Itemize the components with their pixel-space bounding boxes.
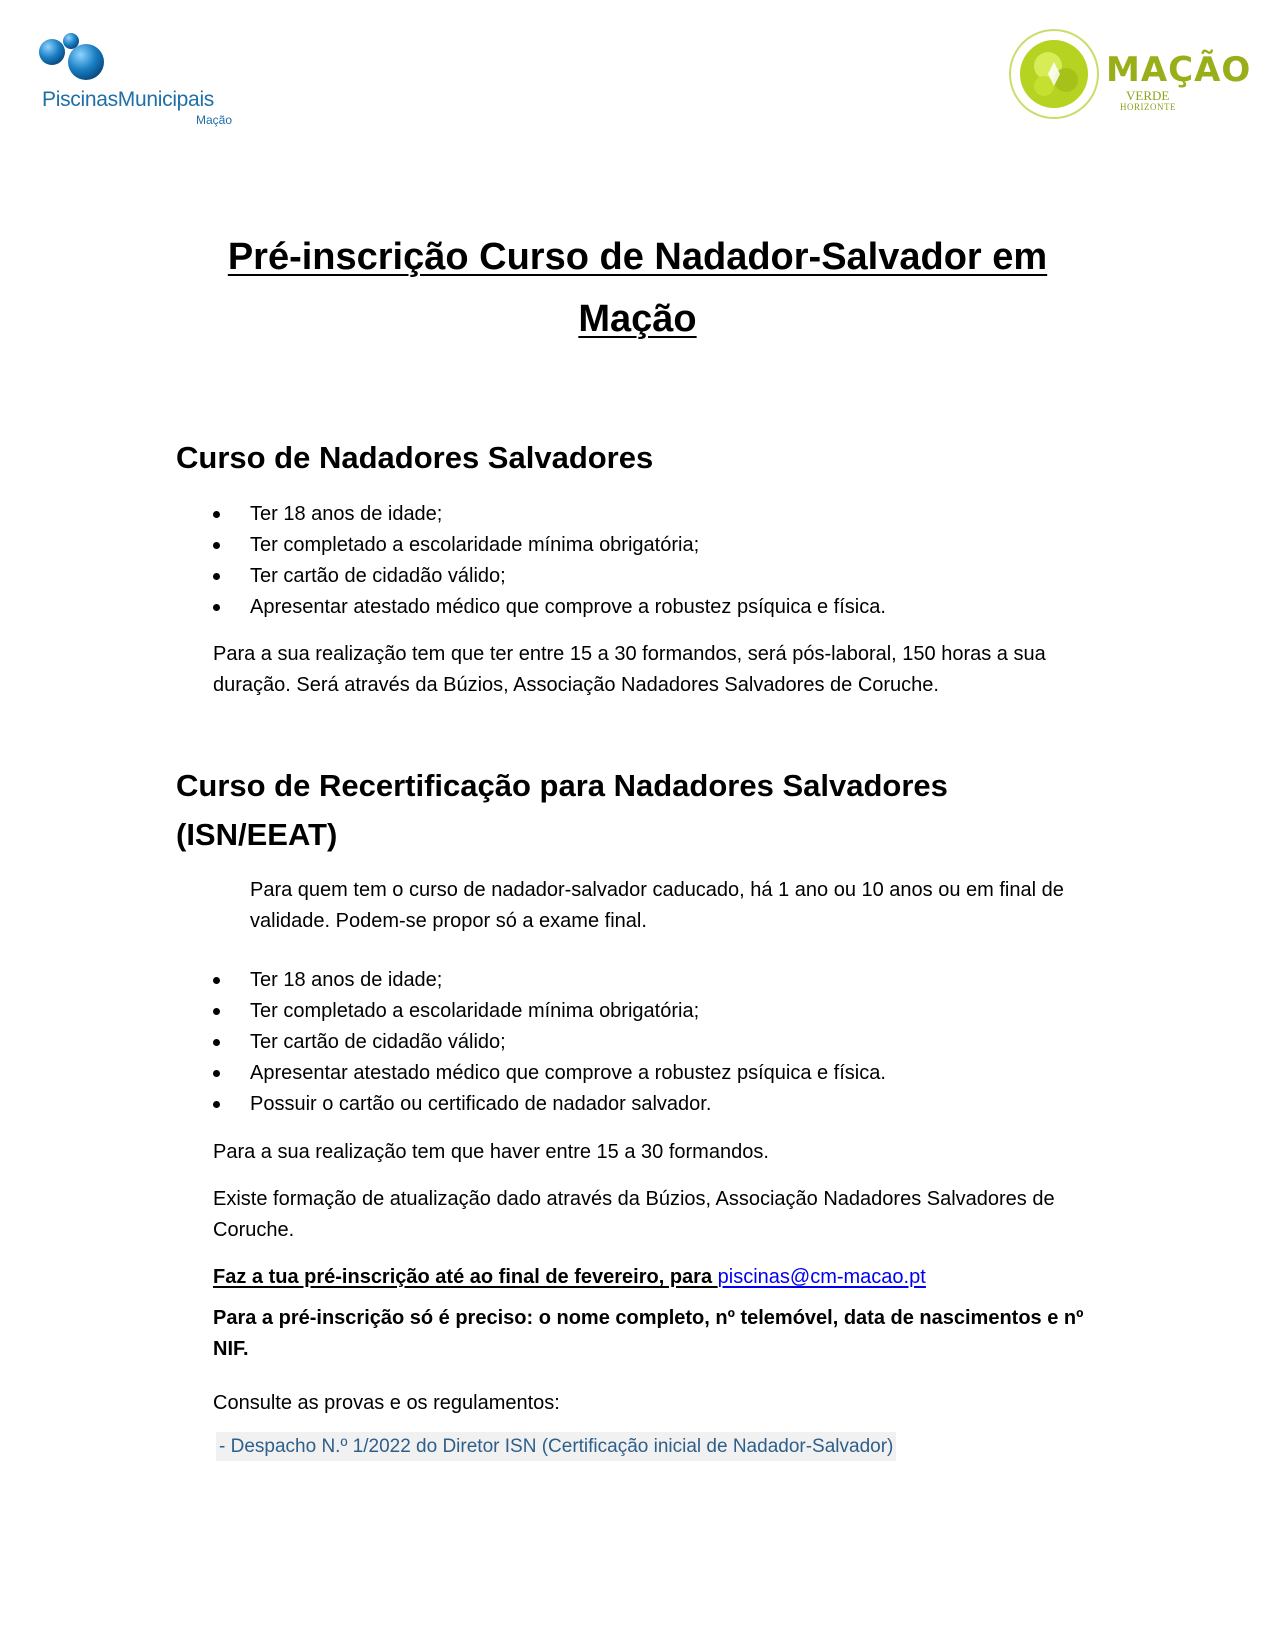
- section2-paragraph-2: Existe formação de atualização dado através da Búzios, Associação Nadadores Salvadores de Coruche.: [213, 1188, 1055, 1241]
- page-title-line-2: Mação: [578, 298, 697, 340]
- section2-paragraph-1: Para a sua realização tem que haver entre 15 a 30 formandos.: [213, 1141, 769, 1163]
- section-heading-recertificacao: Curso de Recertificação para Nadadores Salvadores (ISN/EEAT): [176, 768, 948, 852]
- logo-brand-text: PiscinasMunicipais: [42, 88, 215, 111]
- logo-tagline-2: HORIZONTE: [1120, 102, 1176, 112]
- bubbles-icon: [38, 32, 108, 84]
- section1-paragraph: Para a sua realização tem que ter entre 15 a 30 formandos, será pós-laboral, 150 horas a sua duração. Será através da Búzios, Associação Nadadores Salvadores de Coruche.: [213, 643, 1046, 696]
- list-item: Ter cartão de cidadão válido;: [213, 1027, 886, 1058]
- logo-town-name: MAÇÃO: [1106, 50, 1252, 90]
- requirements-list-1: [213, 499, 886, 623]
- list-item: Apresentar atestado médico que comprove a robustez psíquica e física.: [213, 592, 886, 623]
- email-link[interactable]: piscinas@cm-macao.pt: [717, 1266, 926, 1288]
- list-item: Ter cartão de cidadão válido;: [213, 561, 886, 592]
- logo-sub-text: Mação: [196, 113, 233, 127]
- despacho-document-link[interactable]: - Despacho N.º 1/2022 do Diretor ISN (Certificação inicial de Nadador-Salvador): [216, 1432, 896, 1461]
- consult-text: Consulte as provas e os regulamentos:: [213, 1392, 560, 1414]
- page-title-line-1: Pré-inscrição Curso de Nadador-Salvador em: [227, 236, 1048, 278]
- list-item: Ter completado a escolaridade mínima obrigatória;: [213, 530, 886, 561]
- page-title: [160, 226, 1115, 350]
- preinscription-call-to-action: [213, 1262, 926, 1293]
- list-item: Ter completado a escolaridade mínima obrigatória;: [213, 996, 886, 1027]
- macao-logo: [1008, 28, 1252, 128]
- list-item: Ter 18 anos de idade;: [213, 499, 886, 530]
- flower-emblem-icon: [1008, 28, 1108, 120]
- piscinas-municipais-logo: [38, 32, 238, 132]
- section-heading-nadadores: Curso de Nadadores Salvadores: [176, 440, 654, 475]
- logo-tagline-1: VERDE: [1126, 88, 1170, 103]
- section2-intro: Para quem tem o curso de nadador-salvador caducado, há 1 ano ou 10 anos ou em final de validade. Podem-se propor só a exame final.: [250, 879, 1064, 932]
- requirements-list-2: [213, 965, 886, 1120]
- list-item: Ter 18 anos de idade;: [213, 965, 886, 996]
- cta-text: Faz a tua pré-inscrição até ao final de fevereiro, para: [213, 1266, 718, 1288]
- preinscription-requirements-note: Para a pré-inscrição só é preciso: o nome completo, nº telemóvel, data de nascimentos e nº NIF.: [213, 1307, 1084, 1360]
- list-item: Apresentar atestado médico que comprove a robustez psíquica e física.: [213, 1058, 886, 1089]
- list-item: Possuir o cartão ou certificado de nadador salvador.: [213, 1089, 886, 1120]
